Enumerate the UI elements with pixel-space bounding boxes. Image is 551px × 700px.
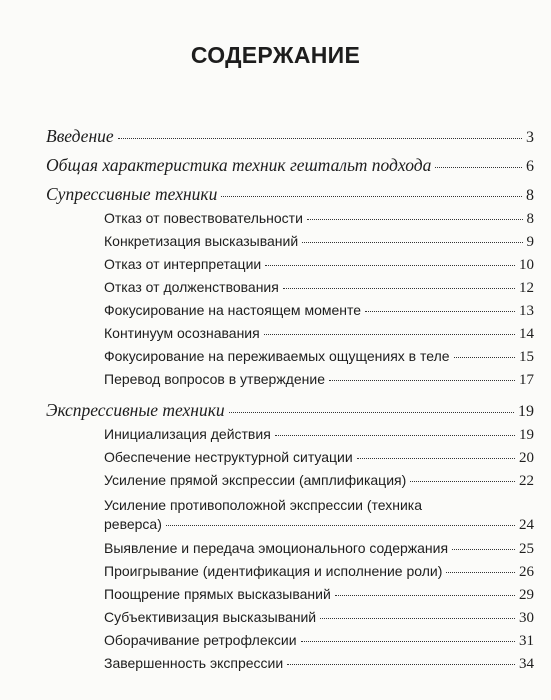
toc-entry-label: Перевод вопросов в утверждение (104, 371, 325, 387)
toc-entry-label-line1: Усиление противоположной экспрессии (техника (104, 497, 422, 513)
dot-leader (357, 458, 515, 459)
toc-subentry (104, 609, 534, 627)
dot-leader (229, 412, 514, 413)
toc-subentry (104, 540, 534, 558)
toc-entry-label: Отказ от повествовательности (104, 210, 303, 226)
toc-entry-page: 3 (526, 129, 534, 146)
toc-subentry (104, 472, 534, 490)
toc-entry-label: Конкретизация высказываний (104, 233, 299, 249)
toc-entry-page: 10 (519, 257, 534, 273)
toc-entry-page: 12 (519, 280, 534, 296)
dot-leader (320, 618, 515, 619)
toc-entry-label: Выявление и передача эмоционального содержания (104, 540, 449, 556)
toc-entry (46, 126, 534, 147)
toc-subentry (104, 325, 534, 343)
toc-subentry (104, 256, 534, 274)
dot-leader (301, 641, 515, 642)
toc-entry (46, 184, 534, 205)
toc-entry-page: 14 (519, 326, 534, 342)
toc-entry-label: Супрессивные техники (46, 184, 218, 204)
toc-subentry (104, 302, 534, 320)
toc-entry-page: 13 (519, 303, 534, 319)
toc-subentry (104, 233, 534, 251)
toc-subentry (104, 586, 534, 604)
dot-leader (435, 167, 522, 168)
toc-subentry (104, 632, 534, 650)
dot-leader (329, 380, 515, 381)
toc-entry-label: Фокусирование на настоящем моменте (104, 302, 362, 318)
toc-entry (46, 155, 534, 176)
toc-entry-label: Инициализация действия (104, 426, 271, 442)
toc-subentry (104, 348, 534, 366)
toc-entry-page: 9 (526, 234, 534, 250)
toc-entry-label: Субъективизация высказываний (104, 609, 317, 625)
toc-entry-label: Континуум осознавания (104, 325, 260, 341)
toc-entry-page: 31 (519, 633, 534, 649)
toc-subentry (104, 563, 534, 581)
toc-entry-label: Отказ от долженствования (104, 279, 279, 295)
dot-leader (446, 572, 515, 573)
dot-leader (275, 435, 515, 436)
dot-leader (410, 481, 515, 482)
dot-leader (452, 549, 515, 550)
toc-entry-page: 29 (519, 587, 534, 603)
toc-entry-page: 22 (519, 473, 534, 489)
toc-entry-label: Общая характеристика техник гештальт подхода (46, 155, 432, 175)
dot-leader (454, 357, 515, 358)
dot-leader (264, 334, 515, 335)
toc-entry-label: Экспрессивные техники (46, 400, 225, 420)
toc-subentry (104, 449, 534, 467)
toc-entry-page: 24 (519, 517, 534, 533)
toc-subentry (104, 210, 534, 228)
dot-leader (221, 196, 522, 197)
toc-entry-page: 8 (526, 211, 534, 227)
toc-entry-label: Поощрение прямых высказываний (104, 586, 331, 602)
toc-subentry (104, 655, 534, 673)
toc-entry-label: Проигрывание (идентификация и исполнение роли) (104, 563, 443, 579)
toc-entry-label: реверса) (104, 516, 162, 532)
toc-entry-label: Оборачивание ретрофлексии (104, 632, 297, 648)
toc-entry-page: 30 (519, 610, 534, 626)
toc-entry-label: Завершенность экспрессии (104, 655, 284, 671)
toc-entry-page: 26 (519, 564, 534, 580)
toc-subentry (104, 279, 534, 297)
page-title: СОДЕРЖАНИЕ (190, 42, 361, 68)
dot-leader (287, 664, 515, 665)
dot-leader (307, 219, 523, 220)
toc-entry-label: Усиление прямой экспрессии (амплификация) (104, 472, 407, 488)
toc-entry (46, 400, 534, 421)
dot-leader (283, 288, 515, 289)
toc-entry-page: 6 (526, 158, 534, 175)
toc-subentry (104, 371, 534, 389)
dot-leader (302, 242, 522, 243)
toc-entry-page: 25 (519, 541, 534, 557)
toc-entry-label: Введение (46, 126, 114, 146)
toc-entry-label: Фокусирование на переживаемых ощущениях в теле (104, 348, 450, 364)
toc-entry-label: Отказ от интерпретации (104, 256, 262, 272)
toc-entry-label: Обеспечение неструктурной ситуации (104, 449, 353, 465)
toc-subentry (104, 516, 534, 534)
toc-subentry (104, 426, 534, 444)
toc-entry-page: 19 (519, 427, 534, 443)
dot-leader (335, 595, 515, 596)
toc-entry-page: 19 (518, 403, 534, 420)
toc-entry-page: 8 (526, 187, 534, 204)
toc-entry-page: 15 (519, 349, 534, 365)
dot-leader (166, 525, 515, 526)
toc-entry-page: 34 (519, 656, 534, 672)
dot-leader (118, 138, 522, 139)
toc-entry-page: 17 (519, 372, 534, 388)
dot-leader (265, 265, 515, 266)
dot-leader (365, 311, 515, 312)
toc-entry-page: 20 (519, 450, 534, 466)
